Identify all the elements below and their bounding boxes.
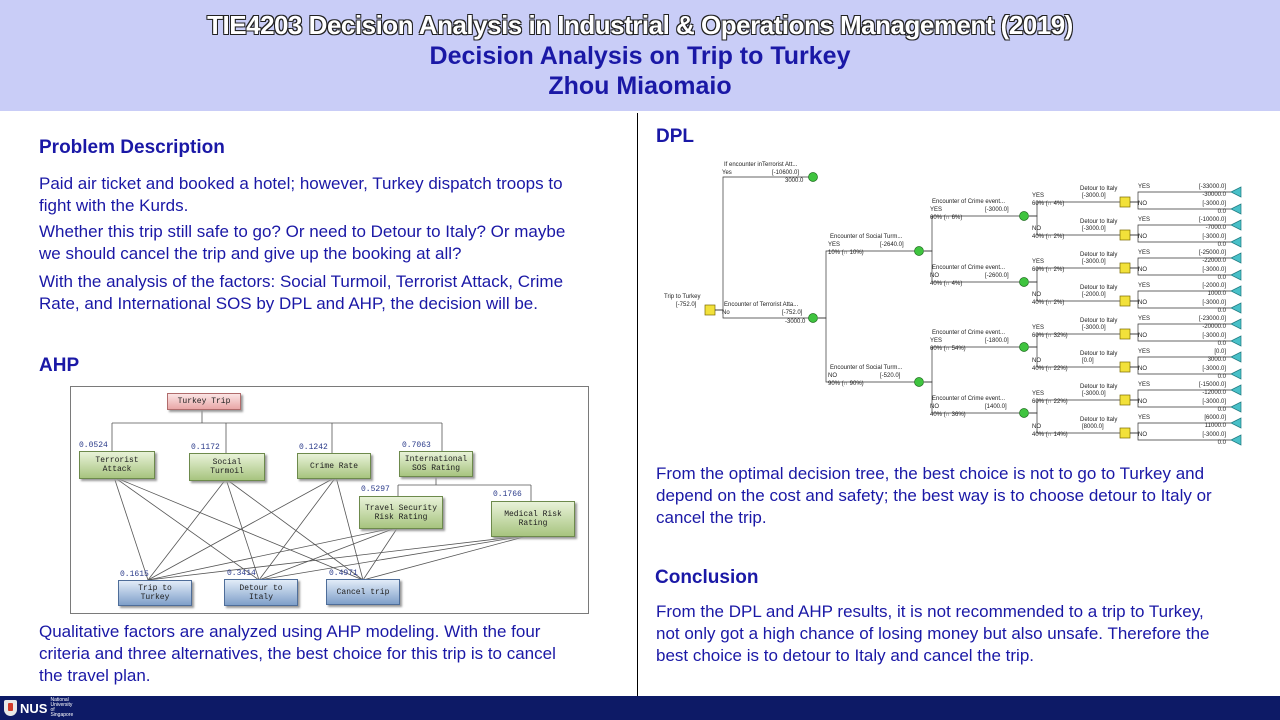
leaf-yes-payoff: -20000.0 <box>1202 324 1226 330</box>
social-turmoil-branch: NO <box>828 373 837 379</box>
problem-heading: Problem Description <box>39 137 225 158</box>
criterion-social-turmoil: Social Turmoil <box>189 453 265 481</box>
crime-branch: YES <box>930 338 943 344</box>
leaf-yes-value: [-10000.0] <box>1198 217 1226 223</box>
leaf-no-value: [-3000.0] <box>1202 234 1226 240</box>
problem-para-2: Whether this trip still safe to go? Or need to Detour to Italy? Or maybe we should cancel the trip and give up the booking at all? <box>39 222 566 263</box>
leaf-no-branch: NO <box>1138 366 1147 372</box>
detour-branch: NO <box>1032 424 1041 430</box>
leaf-no-branch: NO <box>1138 399 1147 405</box>
leaf-no-branch: NO <box>1138 201 1147 207</box>
detour-prob: 40% (∩ 14%) <box>1032 432 1068 438</box>
leaf-no-endpoint <box>1231 237 1241 247</box>
leaf-yes-endpoint <box>1231 418 1241 428</box>
root-decision-node <box>705 305 715 315</box>
detour-branch: YES <box>1032 193 1045 199</box>
leaf-yes-value: [-25000.0] <box>1198 250 1226 256</box>
alternative-weight: 0.1615 <box>120 570 149 579</box>
detour-branch: NO <box>1032 358 1041 364</box>
leaf-no-branch: NO <box>1138 432 1147 438</box>
social-turmoil-label: Encounter of Social Turm... <box>830 365 903 371</box>
crime-value: [-1800.0] <box>985 338 1009 344</box>
root-yes-branch: Yes <box>722 170 732 176</box>
detour-decision-node <box>1120 428 1130 438</box>
problem-para-3: With the analysis of the factors: Social Turmoil, Terrorist Attack, Crime Rate, and International SOS by DPL and AHP, the decision will be. <box>39 272 564 313</box>
root-no-payoff: -3000.0 <box>785 319 806 325</box>
leaf-no-branch: NO <box>1138 333 1147 339</box>
leaf-no-branch: NO <box>1138 234 1147 240</box>
detour-value: [0.0] <box>1082 358 1094 364</box>
crime-label: Encounter of Crime event... <box>932 396 1006 402</box>
detour-decision-node <box>1120 230 1130 240</box>
alternative-detour-to-italy: Detour to Italy <box>224 579 298 606</box>
detour-prob: 60% (∩ 4%) <box>1032 201 1065 207</box>
social-turmoil-prob: 10% (∩ 10%) <box>828 250 864 256</box>
alternative-trip-to-turkey: Trip to Turkey <box>118 580 192 606</box>
detour-prob: 60% (∩ 22%) <box>1032 399 1068 405</box>
detour-value: [-3000.0] <box>1082 325 1106 331</box>
social-turmoil-chance-node <box>915 247 924 256</box>
social-turmoil-chance-node <box>915 378 924 387</box>
detour-branch: YES <box>1032 325 1045 331</box>
detour-branch: NO <box>1032 292 1041 298</box>
crime-label: Encounter of Crime event... <box>932 199 1006 205</box>
leaf-no-endpoint <box>1231 369 1241 379</box>
leaf-no-endpoint <box>1231 303 1241 313</box>
criterion-international-sos: International SOS Rating <box>399 451 473 477</box>
leaf-yes-branch: YES <box>1138 316 1151 322</box>
terrorist-no-chance-node <box>809 314 818 323</box>
crime-prob: 40% (∩ 36%) <box>930 412 966 418</box>
leaf-yes-branch: YES <box>1138 283 1151 289</box>
crime-chance-node <box>1020 212 1029 221</box>
detour-branch: NO <box>1032 226 1041 232</box>
crime-prob: 40% (∩ 4%) <box>930 281 963 287</box>
leaf-yes-branch: YES <box>1138 217 1151 223</box>
detour-decision-node <box>1120 263 1130 273</box>
detour-decision-node <box>1120 395 1130 405</box>
detour-label: Detour to Italy <box>1080 351 1118 357</box>
crime-chance-node <box>1020 343 1029 352</box>
leaf-yes-payoff: -30000.0 <box>1202 192 1226 198</box>
crime-chance-node <box>1020 278 1029 287</box>
crime-chance-node <box>1020 409 1029 418</box>
detour-prob: 40% (∩ 2%) <box>1032 300 1065 306</box>
leaf-yes-payoff: -7000.0 <box>1205 225 1226 231</box>
leaf-yes-endpoint <box>1231 286 1241 296</box>
dpl-decision-tree <box>660 156 1260 448</box>
leaf-yes-value: [-15000.0] <box>1198 382 1226 388</box>
social-turmoil-prob: 90% (∩ 90%) <box>828 381 864 387</box>
leaf-yes-endpoint <box>1231 187 1241 197</box>
conclusion-text: From the DPL and AHP results, it is not recommended to a trip to Turkey, not only got a high chance of losing money but also unsafe. Therefore the best choice is to detour to Italy and cancel the trip. <box>656 602 1210 665</box>
criterion-terrorist-attack: Terrorist Attack <box>79 451 155 479</box>
poster-title: Decision Analysis on Trip to Turkey <box>429 42 851 70</box>
root-no-label: Encounter of Terrorist Atta... <box>724 302 799 308</box>
criterion-weight: 0.1242 <box>299 443 328 452</box>
crime-prob: 60% (∩ 6%) <box>930 215 963 221</box>
ahp-summary: Qualitative factors are analyzed using AHP modeling. With the four criteria and three alternatives, the best choice for this trip is to cancel the travel plan. <box>39 622 556 685</box>
leaf-no-endpoint <box>1231 336 1241 346</box>
detour-branch: YES <box>1032 391 1045 397</box>
subcriterion-travel-security: Travel Security Risk Rating <box>359 496 443 529</box>
criterion-weight: 0.7063 <box>402 441 431 450</box>
leaf-no-payoff: 0.0 <box>1217 242 1226 248</box>
crime-label: Encounter of Crime event... <box>932 330 1006 336</box>
social-turmoil-value: [-520.0] <box>880 373 901 379</box>
root-label: Trip to Turkey <box>664 294 701 300</box>
social-turmoil-label: Encounter of Social Turm... <box>830 234 903 240</box>
poster-header <box>0 0 1280 111</box>
leaf-yes-payoff: 3000.0 <box>1207 357 1226 363</box>
crime-value: [-2600.0] <box>985 273 1009 279</box>
detour-label: Detour to Italy <box>1080 417 1118 423</box>
leaf-yes-payoff: -22000.0 <box>1202 258 1226 264</box>
detour-label: Detour to Italy <box>1080 318 1118 324</box>
leaf-yes-endpoint <box>1231 253 1241 263</box>
leaf-no-endpoint <box>1231 270 1241 280</box>
poster-footer <box>0 696 1280 720</box>
detour-value: [-3000.0] <box>1082 259 1106 265</box>
social-turmoil-branch: YES <box>828 242 841 248</box>
detour-label: Detour to Italy <box>1080 186 1118 192</box>
detour-prob: 40% (∩ 22%) <box>1032 366 1068 372</box>
detour-value: [-3000.0] <box>1082 391 1106 397</box>
leaf-no-endpoint <box>1231 402 1241 412</box>
detour-label: Detour to Italy <box>1080 285 1118 291</box>
leaf-yes-value: [-23000.0] <box>1198 316 1226 322</box>
crime-branch: NO <box>930 404 939 410</box>
ahp-heading: AHP <box>39 355 80 376</box>
leaf-yes-branch: YES <box>1138 184 1151 190</box>
problem-para-1: Paid air ticket and booked a hotel; however, Turkey dispatch troops to fight with the Kurds. <box>39 174 563 215</box>
author-name: Zhou Miaomaio <box>548 72 732 100</box>
course-title: TIE4203 Decision Analysis in Industrial & Operations Management (2019) <box>207 10 1073 40</box>
detour-branch: YES <box>1032 259 1045 265</box>
leaf-yes-value: [-33000.0] <box>1198 184 1226 190</box>
leaf-no-branch: NO <box>1138 267 1147 273</box>
crime-prob: 60% (∩ 54%) <box>930 346 966 352</box>
dpl-heading: DPL <box>656 126 694 147</box>
ahp-hierarchy-diagram <box>70 386 589 614</box>
root-no-branch: No <box>722 310 730 316</box>
detour-prob: 40% (∩ 2%) <box>1032 234 1065 240</box>
alternative-weight: 0.4971 <box>329 569 358 578</box>
detour-label: Detour to Italy <box>1080 219 1118 225</box>
leaf-no-branch: NO <box>1138 300 1147 306</box>
leaf-no-endpoint <box>1231 435 1241 445</box>
crime-value: [-3000.0] <box>985 207 1009 213</box>
crime-value: [1400.0] <box>985 404 1007 410</box>
leaf-no-value: [-3000.0] <box>1202 366 1226 372</box>
detour-decision-node <box>1120 329 1130 339</box>
detour-decision-node <box>1120 197 1130 207</box>
root-yes-label: If encounter inTerrorist Att... <box>724 162 798 168</box>
detour-value: [-3000.0] <box>1082 193 1106 199</box>
crime-branch: NO <box>930 273 939 279</box>
leaf-no-value: [-3000.0] <box>1202 201 1226 207</box>
leaf-yes-endpoint <box>1231 385 1241 395</box>
detour-value: [8000.0] <box>1082 424 1104 430</box>
detour-label: Detour to Italy <box>1080 252 1118 258</box>
root-yes-value: [-10600.0] <box>772 170 800 176</box>
leaf-no-value: [-3000.0] <box>1202 333 1226 339</box>
dpl-summary: From the optimal decision tree, the best choice is not to go to Turkey and depend on the cost and safety; the best way is to choose detour to Italy or cancel the trip. <box>656 464 1212 527</box>
leaf-yes-payoff: 1000.0 <box>1207 291 1226 297</box>
nus-crest-icon <box>4 700 17 716</box>
leaf-yes-endpoint <box>1231 319 1241 329</box>
social-turmoil-value: [-2640.0] <box>880 242 904 248</box>
leaf-yes-branch: YES <box>1138 382 1151 388</box>
detour-decision-node <box>1120 362 1130 372</box>
detour-decision-node <box>1120 296 1130 306</box>
crime-branch: YES <box>930 207 943 213</box>
leaf-no-value: [-3000.0] <box>1202 300 1226 306</box>
leaf-yes-branch: YES <box>1138 415 1151 421</box>
detour-value: [-2000.0] <box>1082 292 1106 298</box>
detour-prob: 60% (∩ 32%) <box>1032 333 1068 339</box>
leaf-no-value: [-3000.0] <box>1202 432 1226 438</box>
root-yes-payoff: 3000.0 <box>785 178 804 184</box>
detour-value: [-3000.0] <box>1082 226 1106 232</box>
leaf-no-payoff: 0.0 <box>1217 209 1226 215</box>
leaf-no-payoff: 0.0 <box>1217 308 1226 314</box>
leaf-no-value: [-3000.0] <box>1202 267 1226 273</box>
criterion-weight: 0.0524 <box>79 441 108 450</box>
terrorist-yes-chance-node <box>809 173 818 182</box>
crime-label: Encounter of Crime event... <box>932 265 1006 271</box>
leaf-yes-value: [0.0] <box>1214 349 1226 355</box>
leaf-yes-value: [6000.0] <box>1204 415 1226 421</box>
criterion-crime-rate: Crime Rate <box>297 453 371 479</box>
subcriterion-medical-risk: Medical Risk Rating <box>491 501 575 537</box>
column-divider <box>637 113 638 698</box>
leaf-no-endpoint <box>1231 204 1241 214</box>
leaf-yes-payoff: -12000.0 <box>1202 390 1226 396</box>
subcriterion-weight: 0.5297 <box>361 485 390 494</box>
leaf-yes-endpoint <box>1231 220 1241 230</box>
conclusion-heading: Conclusion <box>655 567 759 588</box>
detour-prob: 60% (∩ 2%) <box>1032 267 1065 273</box>
leaf-no-value: [-3000.0] <box>1202 399 1226 405</box>
leaf-no-payoff: 0.0 <box>1217 407 1226 413</box>
root-no-value: [-752.0] <box>782 310 803 316</box>
leaf-yes-branch: YES <box>1138 349 1151 355</box>
criterion-weight: 0.1172 <box>191 443 220 452</box>
leaf-no-payoff: 0.0 <box>1217 374 1226 380</box>
leaf-no-payoff: 0.0 <box>1217 341 1226 347</box>
leaf-no-payoff: 0.0 <box>1217 440 1226 446</box>
subcriterion-weight: 0.1766 <box>493 490 522 499</box>
root-value: [-752.0] <box>676 302 697 308</box>
alternative-weight: 0.3414 <box>227 569 256 578</box>
leaf-yes-payoff: 11000.0 <box>1204 423 1226 429</box>
alternative-cancel-trip: Cancel trip <box>326 579 400 605</box>
nus-logo: NUS National University of Singapore <box>4 698 72 718</box>
detour-label: Detour to Italy <box>1080 384 1118 390</box>
leaf-yes-endpoint <box>1231 352 1241 362</box>
leaf-yes-branch: YES <box>1138 250 1151 256</box>
leaf-no-payoff: 0.0 <box>1217 275 1226 281</box>
leaf-yes-value: [-2000.0] <box>1202 283 1226 289</box>
ahp-goal-node: Turkey Trip <box>167 393 241 410</box>
